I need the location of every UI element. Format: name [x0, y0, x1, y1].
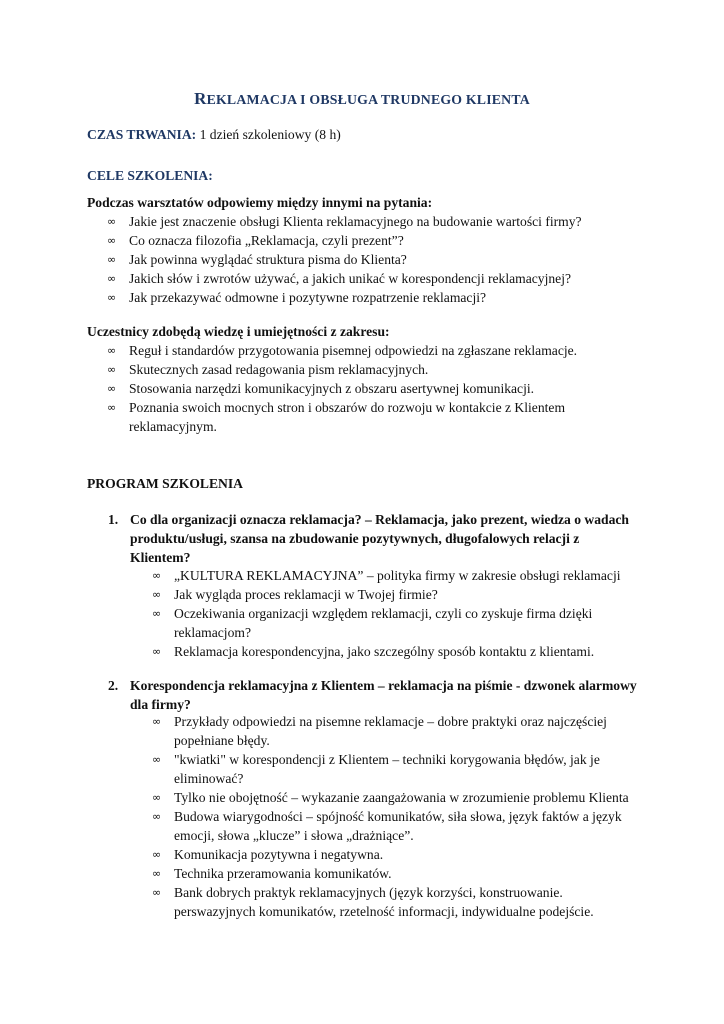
skills-list: [107, 341, 627, 436]
list-item: ∞ Przykłady odpowiedzi na pisemne reklamacje – dobre praktyki oraz najczęściej popełniane błędy.: [152, 714, 607, 748]
infinity-bullet-icon: ∞: [107, 291, 117, 304]
list-item: ∞ Komunikacja pozytywna i negatywna.: [152, 847, 384, 862]
skills-heading: Uczestnicy zdobędą wiedzę i umiejętności z zakresu:: [87, 324, 390, 339]
section-title: Co dla organizacji oznacza reklamacja? – Reklamacja, jako prezent, wiedza o wadach produktu/usługi, szansa na zbudowanie pozytywnych, długofalowych relacji z Klientem?: [130, 512, 629, 565]
infinity-bullet-icon: ∞: [152, 753, 162, 766]
section-number: 2.: [108, 678, 119, 693]
list-item: ∞ Stosowania narzędzi komunikacyjnych z obszaru asertywnej komunikacji.: [107, 381, 535, 396]
list-item: ∞ "kwiatki" w korespondencji z Klientem – techniki korygowania błędów, jak je eliminować?: [152, 752, 600, 786]
infinity-bullet-icon: ∞: [107, 272, 117, 285]
list-item: ∞ Jak powinna wyglądać struktura pisma do Klienta?: [107, 252, 407, 267]
list-item: ∞ Reklamacja korespondencyjna, jako szczególny sposób kontaktu z klientami.: [152, 644, 595, 659]
duration-value: 1 dzień szkoleniowy (8 h): [196, 127, 341, 142]
section-1-list: [152, 566, 642, 661]
goals-heading: CELE SZKOLENIA:: [87, 168, 213, 183]
infinity-bullet-icon: ∞: [107, 401, 117, 414]
infinity-bullet-icon: ∞: [152, 569, 162, 582]
title-rest: EKLAMACJA I OBSŁUGA TRUDNEGO KLIENTA: [206, 92, 530, 107]
infinity-bullet-icon: ∞: [152, 791, 162, 804]
infinity-bullet-icon: ∞: [152, 715, 162, 728]
questions-heading: Podczas warsztatów odpowiemy między innymi na pytania:: [87, 195, 433, 210]
program-heading: PROGRAM SZKOLENIA: [87, 476, 243, 491]
document-title: [0, 89, 724, 109]
questions-list: [107, 212, 647, 307]
infinity-bullet-icon: ∞: [152, 848, 162, 861]
infinity-bullet-icon: ∞: [152, 810, 162, 823]
program-section-1: [108, 510, 640, 567]
list-item: ∞ Jak wygląda proces reklamacji w Twojej firmie?: [152, 587, 438, 602]
list-item: ∞ Tylko nie obojętność – wykazanie zaangażowania w zrozumienie problemu Klienta: [152, 790, 629, 805]
infinity-bullet-icon: ∞: [107, 253, 117, 266]
section-2-list: [152, 712, 642, 921]
infinity-bullet-icon: ∞: [152, 886, 162, 899]
list-item: ∞ „KULTURA REKLAMACYJNA” – polityka firmy w zakresie obsługi reklamacji: [152, 568, 621, 583]
infinity-bullet-icon: ∞: [152, 867, 162, 880]
duration-label: CZAS TRWANIA:: [87, 127, 197, 142]
section-number: 1.: [108, 512, 119, 527]
list-item: ∞ Co oznacza filozofia „Reklamacja, czyli prezent”?: [107, 233, 404, 248]
list-item: ∞ Jakich słów i zwrotów używać, a jakich unikać w korespondencji reklamacyjnej?: [107, 271, 572, 286]
list-item: ∞ Technika przeramowania komunikatów.: [152, 866, 392, 881]
list-item: ∞ Jakie jest znaczenie obsługi Klienta reklamacyjnego na budowanie wartości firmy?: [107, 214, 582, 229]
list-item: ∞ Jak przekazywać odmowne i pozytywne rozpatrzenie reklamacji?: [107, 290, 487, 305]
list-item: ∞ Bank dobrych praktyk reklamacyjnych (język korzyści, konstruowanie. perswazyjnych komunikatów, rzetelność informacji, indywidualne podejście.: [152, 885, 594, 919]
infinity-bullet-icon: ∞: [107, 363, 117, 376]
title-initial: R: [194, 89, 207, 108]
infinity-bullet-icon: ∞: [107, 215, 117, 228]
infinity-bullet-icon: ∞: [152, 645, 162, 658]
infinity-bullet-icon: ∞: [152, 607, 162, 620]
list-item: ∞ Poznania swoich mocnych stron i obszarów do rozwoju w kontakcie z Klientem reklamacyjnym.: [107, 400, 566, 434]
infinity-bullet-icon: ∞: [107, 382, 117, 395]
infinity-bullet-icon: ∞: [107, 234, 117, 247]
duration-line: [87, 125, 341, 144]
list-item: ∞ Skutecznych zasad redagowania pism reklamacyjnych.: [107, 362, 429, 377]
infinity-bullet-icon: ∞: [107, 344, 117, 357]
program-section-2: [108, 676, 640, 714]
infinity-bullet-icon: ∞: [152, 588, 162, 601]
list-item: ∞ Budowa wiarygodności – spójność komunikatów, siła słowa, język faktów a język emocji, słowa „klucze” i słowa „drażniące”.: [152, 809, 622, 843]
list-item: ∞ Oczekiwania organizacji względem reklamacji, czyli co zyskuje firma dzięki reklamacjom?: [152, 606, 593, 640]
list-item: ∞ Reguł i standardów przygotowania pisemnej odpowiedzi na zgłaszane reklamacje.: [107, 343, 578, 358]
section-title: Korespondencja reklamacyjna z Klientem – reklamacja na piśmie - dzwonek alarmowy dla firmy?: [130, 678, 637, 712]
